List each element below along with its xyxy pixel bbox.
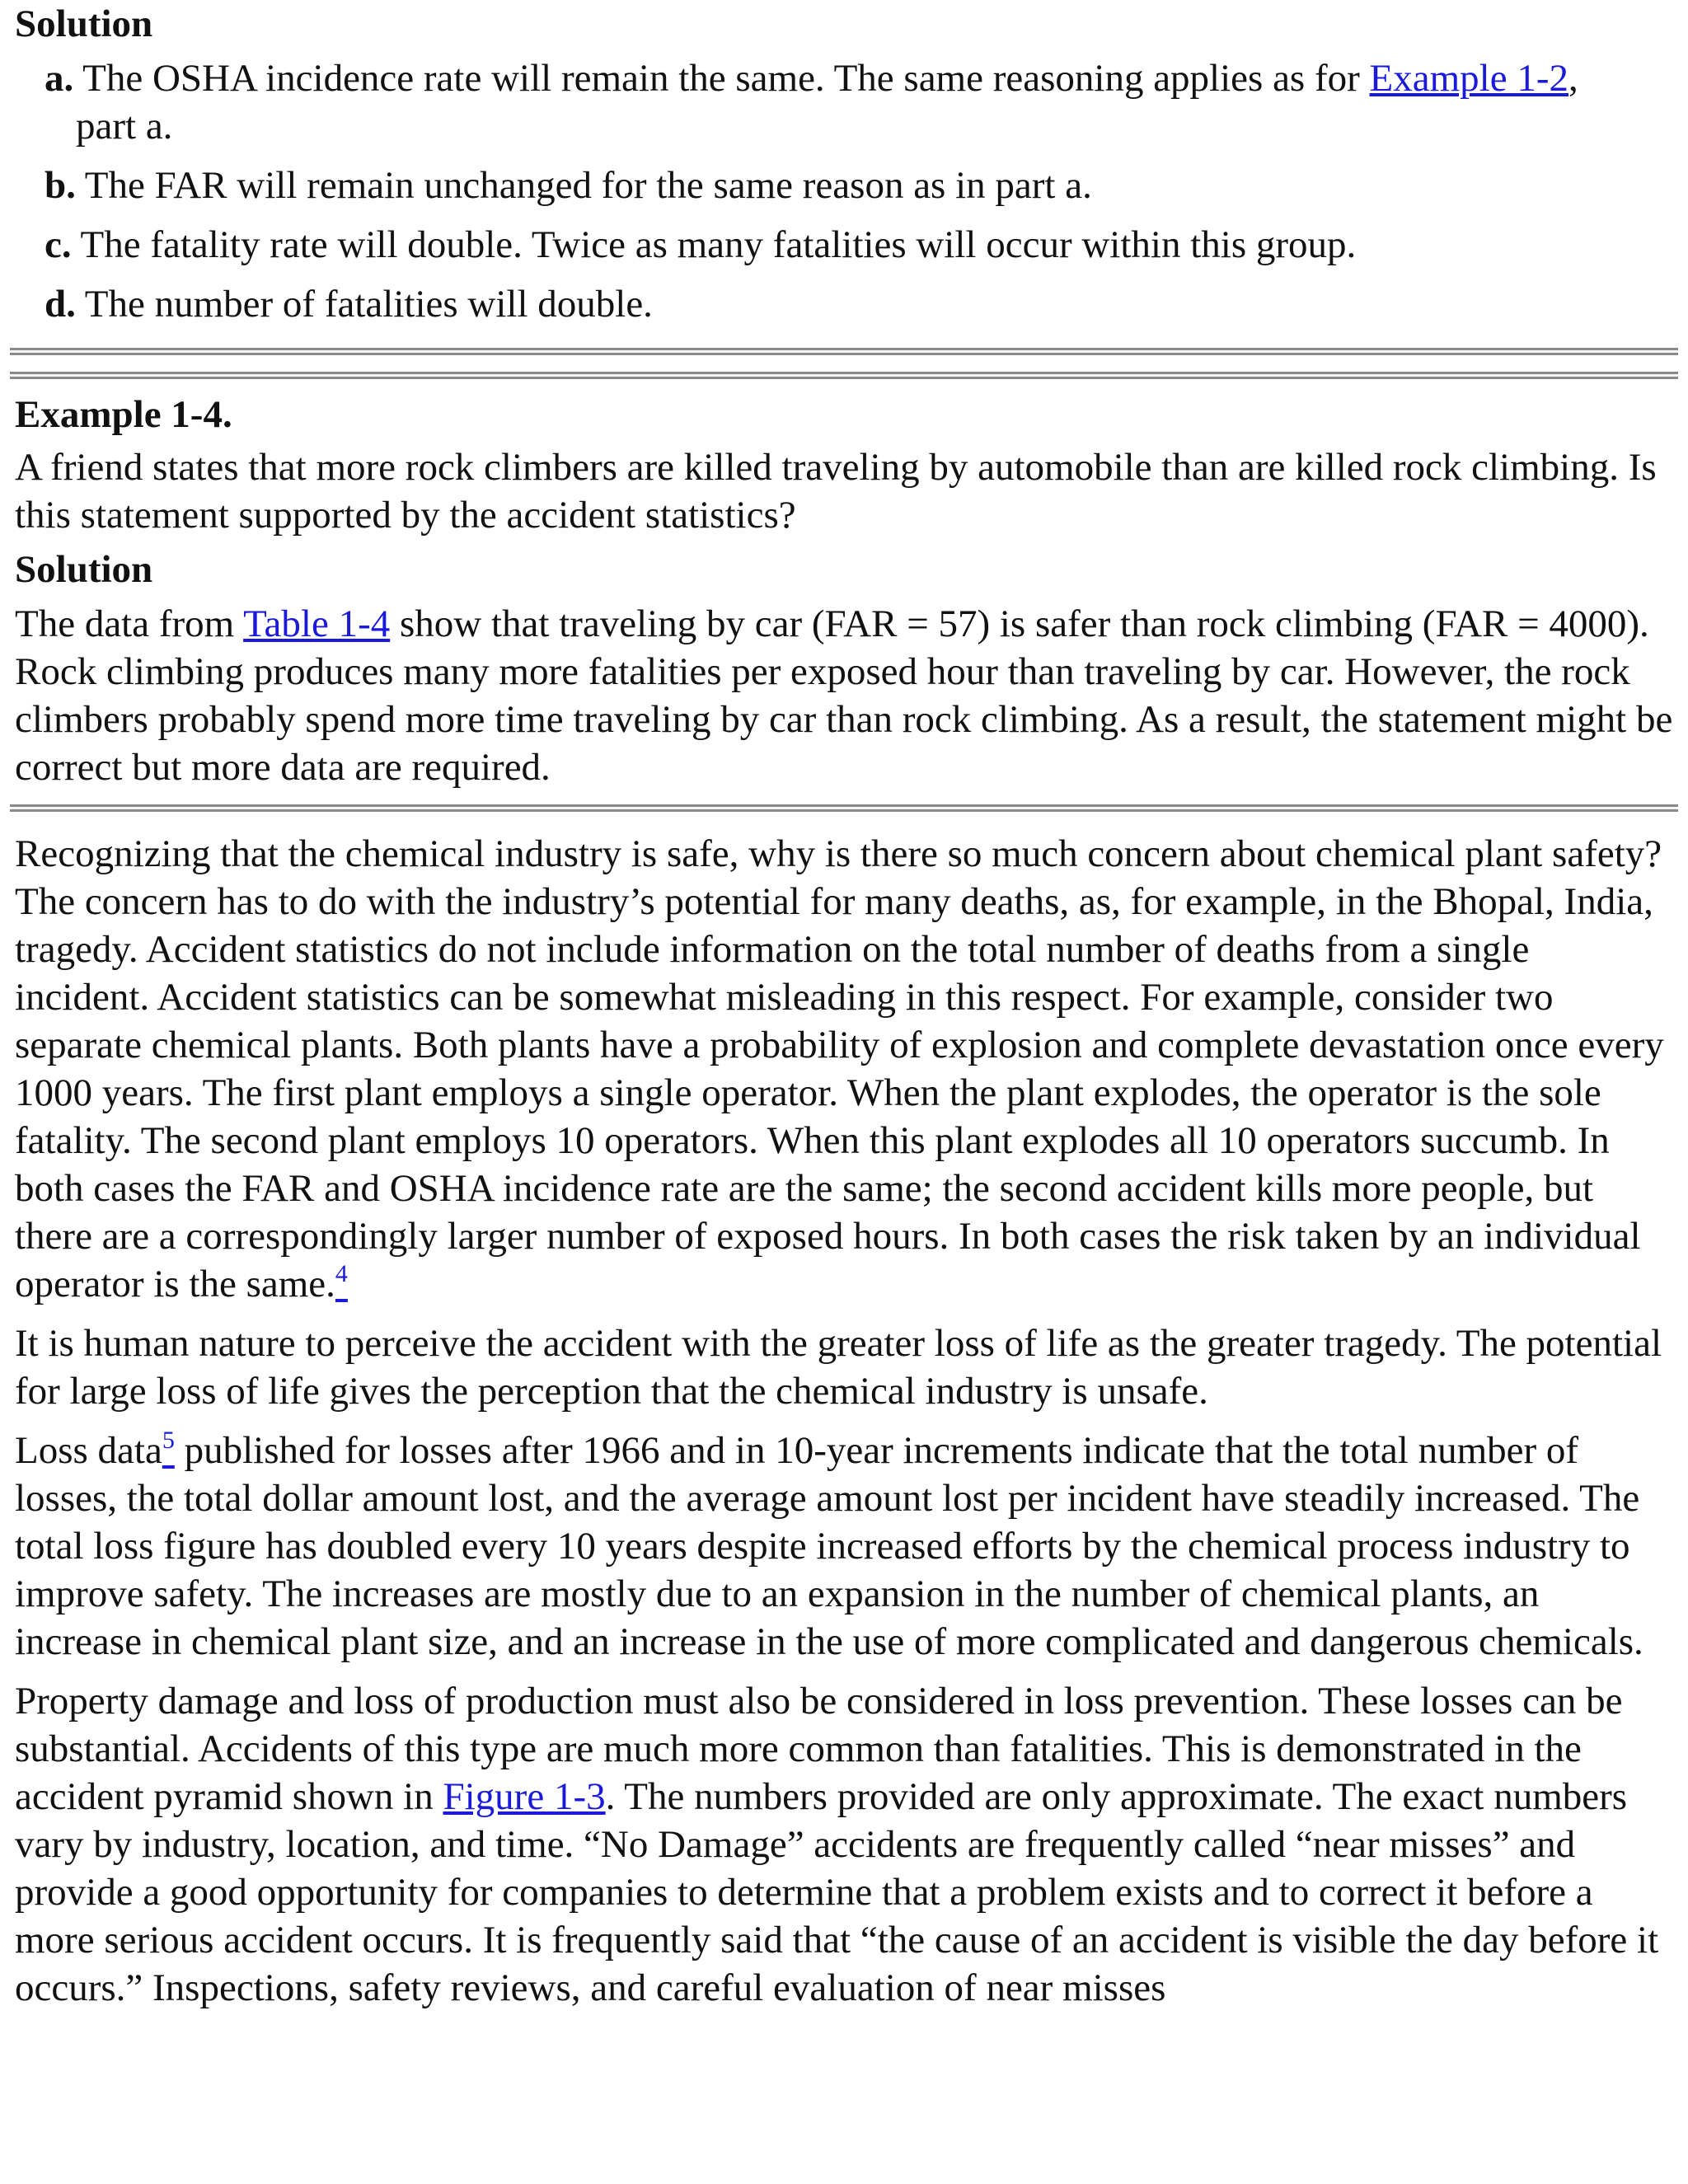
item-label: b. [45,164,76,207]
answer-text: show that traveling by car (FAR = 57) is safer than rock climbing (FAR = 4000). Rock climbing produces many more fatalities per exposed hour than traveling by car. However, the rock climbers probably spend more time traveling by car than rock climbing. As a result, the statement might be correct but more data are required. [15,602,1673,789]
list-item-c [45,221,1673,269]
paragraph-text: Recognizing that the chemical industry is safe, why is there so much concern about chemical plant safety? The concern has to do with the industry’s potential for many deaths, as, for example, in the Bhopal, India, tragedy. Accident statistics do not include information on the total number of deaths from a single incident. Accident statistics can be somewhat misleading in this respect. For example, consider two separate chemical plants. Both plants have a probability of explosion and complete devastation once every 1000 years. The first plant employs a single operator. When the plant explodes, the operator is the sole fatality. The second plant employs 10 operators. When this plant explodes all 10 operators succumb. In both cases the FAR and OSHA incidence rate are the same; the second accident kills more people, but there are a correspondingly larger number of exposed hours. In both cases the risk taken by an individual operator is the same. [15,832,1664,1305]
footnote-5[interactable]: 5 [162,1427,175,1454]
example-1-2-link[interactable]: Example 1-2 [1369,57,1568,100]
item-text: The fatality rate will double. Twice as many fatalities will occur within this group. [71,223,1357,266]
example-solution-heading: Solution [15,548,153,591]
table-1-4-link[interactable]: Table 1-4 [243,602,391,645]
paragraph-text: Loss data [15,1429,162,1472]
paragraph-text: . The numbers provided are only approximate. The exact numbers vary by industry, location, and time. “No Damage” accidents are frequently called “near misses” and provide a good opportunity for companies to determine that a problem exists and to correct it before a more serious accident occurs. It is frequently said that “the cause of an accident is visible the day before it occurs.” Inspections, safety reviews, and careful evaluation of near misses [15,1775,1659,2009]
solution-heading: Solution [15,2,153,45]
item-text: The FAR will remain unchanged for the same reason as in part a. [75,164,1092,207]
paragraph-3 [15,1427,1673,1666]
list-item-d [45,280,1673,328]
item-label: d. [45,283,76,326]
paragraph-text: published for losses after 1966 and in 10-year increments indicate that the total number of losses, the total dollar amount lost, and the average amount lost per incident have steadily increased. The total loss figure has doubled every 10 years despite increased efforts by the chemical process industry to improve safety. The increases are mostly due to an expansion in the number of chemical plants, an increase in chemical plant size, and an increase in the use of more complicated and dangerous chemicals. [15,1429,1643,1663]
figure-1-3-link[interactable]: Figure 1-3 [443,1775,606,1818]
example-question: A friend states that more rock climbers are killed traveling by automobile than are killed rock climbing. Is this statement supported by the accident statistics? [15,446,1657,537]
example-title: Example 1-4. [15,393,232,436]
item-text: The OSHA incidence rate will remain the same. The same reasoning applies as for [73,57,1370,100]
divider [10,804,1678,812]
list-item-a [45,54,1673,102]
paragraph-2: It is human nature to perceive the accident with the greater loss of life as the greater tragedy. The potential for large loss of life gives the perception that the chemical industry is unsafe. [15,1322,1662,1413]
list-item-b [45,162,1673,209]
footnote-4-link[interactable] [335,1260,348,1305]
paragraph-1 [15,830,1673,1308]
paragraph-4 [15,1677,1673,2012]
item-text: , [1568,57,1578,100]
divider [10,372,1678,379]
answer-text: The data from [15,602,244,645]
example-answer [15,600,1673,791]
footnote-5-link[interactable] [162,1429,175,1472]
footnote-4[interactable]: 4 [335,1260,348,1287]
item-label: a. [45,57,74,100]
list-item-a-continuation: part a. [76,105,173,148]
solution-list [15,54,1673,328]
item-text: The number of fatalities will double. [75,283,653,326]
paragraph-text: Property damage and loss of production must also be considered in loss prevention. These losses can be substantial. Accidents of this type are much more common than fatalities. This is demonstrated in the accident pyramid shown in [15,1680,1623,1818]
item-label: c. [45,223,72,266]
divider [10,348,1678,355]
